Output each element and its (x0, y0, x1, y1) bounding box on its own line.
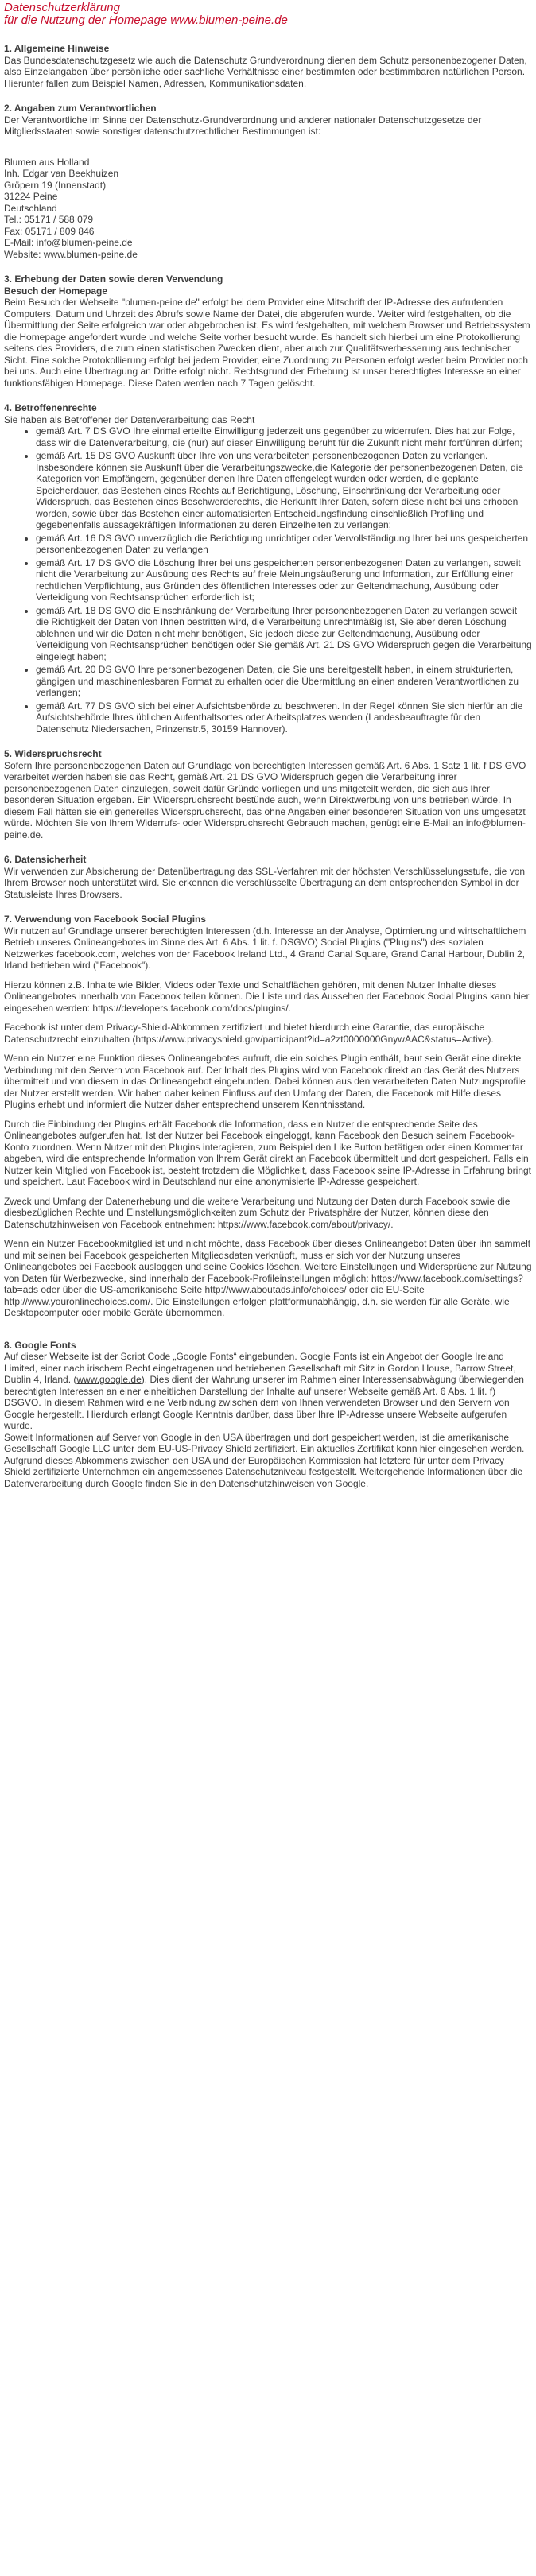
section-subheading: Besuch der Homepage (4, 285, 108, 297)
section-text: Das Bundesdatenschutzgesetz wie auch die Datenschutz Grundverordnung dienen dem Schutz personenbezogener Daten, also Einzelangaben über persönliche oder sachliche Verhältnisse einer bestimmten oder bestimmbaren natürlichen Person. Hierunter fallen zum Beispiel Namen, Adressen, Kommunikationsdaten. (4, 54, 527, 89)
section-text: Beim Besuch der Webseite "blumen-peine.de" erfolgt bei dem Provider eine Mitschrift der IP-Adresse des aufrufenden Computers, Datum und Uhrzeit des Abrufs sowie Name der Datei, die abgerufen wurde. Weiter wird festgehalten, ob die Übermittlung der Seite erfolgreich war oder abgebrochen ist. Es wird festgehalten, mit welchem Browser und Betriebssystem die Homepage angefordert wurde und welche Seite vorher besucht wurde. Es handelt sich hierbei um eine Protokollierung seitens des Providers, die zum einen statistischen Zwecken dient, aber auch zur Qualitätsverbesserung aus technischer Sicht. Eine solche Protokollierung erfolgt bei jedem Provider, eine Zuordnung zu Personen erfolgt weder beim Provider noch bei uns. Auch eine Übertragung an Dritte erfolgt nicht. Rechtsgrund der Erhebung ist unser berechtigtes Interesse an einer funktionsfähigen Homepage. Diese Daten werden nach 7 Tagen gelöscht. (4, 297, 530, 389)
paragraph: Wenn ein Nutzer Facebookmitglied ist und nicht möchte, dass Facebook über dieses Onlineangebot Daten über ihn sammelt und mit seinen bei Facebook gespeicherten Mitgliedsdaten verknüpft, muss er sich vor der Nutzung unseres Onlineangebotes bei Facebook ausloggen und seine Cookies löschen. Weitere Einstellungen und Widersprüche zur Nutzung von Daten für Werbezwecke, sind innerhalb der Facebook-Profileinstellungen möglich: https://www.facebook.com/settings?tab=ads oder über die US-amerikanische Seite http://www.aboutads.info/choices/ oder die EU-Seite http://www.youronlinechoices.com/. Die Einstellungen erfolgen plattformunabhängig, d.h. sie werden für alle Geräte, wie Desktopcomputer oder mobile Geräte übernommen. (4, 1238, 532, 1318)
address-line: 31224 Peine (4, 191, 58, 202)
text-run: Soweit Informationen auf Server von Google in den USA übertragen und dort gespeichert werden, ist die amerikanische Gesellschaft Google LLC unter dem EU-US-Privacy Shield zertifiziert. Ein aktuelles Zertifikat kann (4, 1431, 510, 1454)
address-line: Website: www.blumen-peine.de (4, 248, 138, 260)
address-line: Deutschland (4, 202, 57, 214)
section-heading: 4. Betroffenenrechte (4, 402, 97, 413)
address-line: Tel.: 05171 / 588 079 (4, 214, 94, 225)
list-item: • gemäß Art. 77 DS GVO sich bei einer Aufsichtsbehörde zu beschweren. In der Regel können Sie sich hierfür an die Aufsichtsbehörde Ihres üblichen Aufenthaltsortes oder Arbeitsplatzes wenden (Landesbeauftragte für den Datenschutz Niedersachen, Prinzenstr.5, 30159 Hannover). (36, 700, 532, 735)
section-intro: Sie haben als Betroffener der Datenverarbeitung das Recht (4, 413, 255, 425)
google-link[interactable]: www.google.de (76, 1374, 142, 1385)
text-run: eingesehen werden. Aufgrund dieses Abkommens zwischen den USA und der Europäischen Kommission hat letztere für unter dem Privacy Shield zertifizierte Unternehmen ein angemessenes Datenschutzniveau festgestellt. Weitergehende Informationen über die Datenverarbeitung durch Google finden Sie in den (4, 1443, 525, 1489)
address-line: Blumen aus Holland (4, 156, 90, 168)
section-general-notes (4, 43, 532, 89)
section-google-fonts (4, 1340, 532, 1490)
list-item: • gemäß Art. 16 DS GVO unverzüglich die Berichtigung unrichtiger oder Vervollständigung Ihrer bei uns gespeicherten personenbezogenen Daten zu verlangen (36, 533, 532, 556)
paragraph: Wir nutzen auf Grundlage unserer berechtigten Interessen (d.h. Interesse an der Analyse, Optimierung und wirtschaftlichem Betrieb unseres Onlineangebotes im Sinne des Art. 6 Abs. 1 lit. f. DSGVO) Social Plugins ("Plugins") des sozialen Netzwerkes facebook.com, welches von der Facebook Ireland Ltd., 4 Grand Canal Square, Grand Canal Harbour, Dublin 2, Irland betrieben wird ("Facebook"). (4, 925, 526, 971)
address-line: Gröpern 19 (Innenstadt) (4, 179, 107, 191)
text-run: Auf dieser Webseite ist der Script Code „Google Fonts“ eingebunden. Google Fonts ist ein Angebot der Google Ireland Limited, einer nach irischem Recht eingetragenen und betriebenen Gesellschaft mit Sitz in Gordon House, Barrow Street, Dublin 4, Irland. ( (4, 1351, 516, 1385)
section-data-collection (4, 274, 532, 389)
paragraph (4, 1351, 532, 1432)
certificate-link[interactable]: hier (419, 1443, 436, 1454)
paragraph (4, 1432, 532, 1490)
list-item: • gemäß Art. 7 DS GVO Ihre einmal erteilte Einwilligung jederzeit uns gegenüber zu widerrufen. Dies hat zur Folge, dass wir die Datenverarbeitung, die (nur) auf dieser Einwilligung beruht für die Zukunft nicht mehr fortführen dürfen; (36, 425, 532, 448)
list-item: • gemäß Art. 20 DS GVO Ihre personenbezogenen Daten, die Sie uns bereitgestellt haben, in einem strukturierten, gängigen und maschinenlesbaren Format zu erhalten oder die Übermittlung an einen anderen Verantwortlichen zu verlangen; (36, 664, 532, 699)
section-heading: 3. Erhebung der Daten sowie deren Verwendung (4, 274, 223, 285)
paragraph: Durch die Einbindung der Plugins erhält Facebook die Information, dass ein Nutzer die entsprechende Seite des Onlineangebotes aufgerufen hat. Ist der Nutzer bei Facebook eingeloggt, kann Facebook den Besuch seinem Facebook-Konto zuordnen. Wenn Nutzer mit den Plugins interagieren, zum Beispiel den Like Button betätigen oder einen Kommentar abgeben, wird die entsprechende Information von Ihrem Gerät direkt an Facebook übermittelt und dort gespeichert. Falls ein Nutzer kein Mitglied von Facebook ist, besteht trotzdem die Möglichkeit, dass Facebook seine IP-Adresse in Erfahrung bringt und speichert. Laut Facebook wird in Deutschland nur eine anonymisierte IP-Adresse gespeichert. (4, 1118, 531, 1187)
text-run: ). Dies dient der Wahrung unserer im Rahmen einer Interessensabwägung überwiegenden berechtigten Interessen an einer einheitlichen Darstellung der Inhalte auf unserer Webseite gemäß Art. 6 Abs. 1 lit. f) DSGVO. In diesem Rahmen wird eine Verbindung zwischen dem von Ihnen verwendeten Browser und den Servern von Google hergestellt. Hierdurch erlangt Google Kenntnis darüber, dass über Ihre IP-Adresse unsere Webseite aufgerufen wurde. (4, 1374, 524, 1431)
text-run: von Google. (317, 1477, 369, 1489)
rights-list (4, 425, 532, 735)
page-subtitle: für die Nutzung der Homepage www.blumen-peine.de (4, 14, 288, 27)
address-line: Fax: 05171 / 809 846 (4, 225, 95, 237)
address-block (4, 157, 532, 261)
section-heading: 5. Widerspruchsrecht (4, 748, 102, 759)
section-text: Sofern Ihre personenbezogenen Daten auf Grundlage von berechtigten Interessen gemäß Art. 6 Abs. 1 Satz 1 lit. f DS GVO verarbeitet werden haben sie das Recht, gemäß Art. 21 DS GVO Widerspruch gegen die Verarbeitung ihrer personenbezogenen Daten einzulegen, soweit dafür Gründe vorliegen und uns mitgeteilt werden, die sich aus Ihrer besonderen Situation ergeben. Ein Widerspruchsrecht bestünde auch, wenn Direktwerbung von uns betrieben würde. In diesem Fall hätten sie ein generelles Widerspruchsrecht, das ohne Angaben einer besonderen Situation von uns umgesetzt würde. Möchten Sie von Ihrem Widerrufs- oder Widerspruchsrecht Gebrauch machen, genügt eine E-Mail an info@blumen-peine.de. (4, 759, 526, 840)
section-right-to-object (4, 748, 532, 840)
section-heading: 6. Datensicherheit (4, 854, 87, 865)
section-heading: 1. Allgemeine Hinweise (4, 43, 110, 54)
page-title: Datenschutzerklärung (4, 1, 120, 14)
section-text: Wir verwenden zur Absicherung der Datenübertragung das SSL-Verfahren mit der höchsten Verschlüsselungsstufe, die von Ihrem Browser noch unterstützt wird. Sie erkennen die verschlüsselte Übertragung an dem entsprechenden Symbol in der Statusleiste Ihres Browsers. (4, 865, 526, 900)
section-heading: 2. Angaben zum Verantwortlichen (4, 103, 157, 114)
list-item: • gemäß Art. 17 DS GVO die Löschung Ihrer bei uns gespeicherten personenbezogenen Daten zu verlangen, soweit nicht die Verarbeitung zur Ausübung des Rechts auf freie Meinungsäußerung und Information, zur Erfüllung einer rechtlichen Verpflichtung, aus Gründen des öffentlichen Interesses oder zur Geltendmachung, Ausübung oder Verteidigung von Rechtsansprüchen erforderlich ist; (36, 557, 532, 603)
section-responsible-party (4, 103, 532, 260)
section-heading: 7. Verwendung von Facebook Social Plugins (4, 914, 207, 925)
section-facebook-plugins (4, 914, 532, 1319)
address-line: Inh. Edgar van Beekhuizen (4, 168, 119, 179)
paragraph: Hierzu können z.B. Inhalte wie Bilder, Videos oder Texte und Schaltflächen gehören, mit denen Nutzer Inhalte dieses Onlineangebotes innerhalb von Facebook teilen können. Die Liste und das Aussehen der Facebook Social Plugins kann hier eingesehen werden: https://developers.facebook.com/docs/plugins/. (4, 979, 530, 1014)
address-line: E-Mail: info@blumen-peine.de (4, 237, 133, 248)
paragraph: Wenn ein Nutzer eine Funktion dieses Onlineangebotes aufruft, die ein solches Plugin enthält, baut sein Gerät eine direkte Verbindung mit den Servern von Facebook auf. Der Inhalt des Plugins wird von Facebook direkt an das Gerät des Nutzers übermittelt und von diesem in das Onlineangebot eingebunden. Dabei können aus den verarbeiteten Daten Nutzungsprofile der Nutzer erstellt werden. Wir haben daher keinen Einfluss auf den Umfang der Daten, die Facebook mit Hilfe dieses Plugins erhebt und informiert die Nutzer daher entsprechend unserem Kenntnisstand. (4, 1053, 526, 1110)
list-item: • gemäß Art. 18 DS GVO die Einschränkung der Verarbeitung Ihrer personenbezogenen Daten zu verlangen soweit die Richtigkeit der Daten von Ihnen bestritten wird, die Verarbeitung unrechtmäßig ist, Sie aber deren Löschung ablehnen und wir die Daten nicht mehr benötigen, Sie jedoch diese zur Geltendmachung, Ausübung oder Verteidigung von Rechtsansprüchen benötigen oder Sie gemäß Art. 21 DS GVO Widerspruch gegen die Verarbeitung eingelegt haben; (36, 605, 532, 663)
section-data-security (4, 854, 532, 900)
section-data-subject-rights (4, 402, 532, 735)
list-item: • gemäß Art. 15 DS GVO Auskunft über Ihre von uns verarbeiteten personenbezogenen Daten zu verlangen. Insbesondere können sie Auskunft über die Verarbeitungszwecke,die Kategorie der personenbezogenen Daten, die Kategorien von Empfängern, gegenüber denen Ihre Daten offengelegt wurden oder werden, die geplante Speicherdauer, das Bestehen eines Rechts auf Berichtigung, Löschung, Einschränkung der Verarbeitung oder Widerspruch, das Bestehen eines Beschwerderechts, die Herkunft Ihrer Daten, sofern diese nicht bei uns erhoben worden, sowie über das Bestehen einer automatisierten Entscheidungsfindung einschließlich Profiling und gegebenenfalls aussagekräftigen Informationen zu deren Einzelheiten zu verlangen; (36, 450, 532, 531)
section-text: Der Verantwortliche im Sinne der Datenschutz-Grundverordnung und anderer nationaler Datenschutzgesetze der Mitgliedsstaaten sowie sonstiger datenschutzrechtlicher Bestimmungen ist: (4, 114, 482, 137)
section-heading: 8. Google Fonts (4, 1339, 76, 1351)
google-privacy-link[interactable]: Datenschutzhinweisen (219, 1477, 317, 1489)
paragraph: Zweck und Umfang der Datenerhebung und die weitere Verarbeitung und Nutzung der Daten durch Facebook sowie die diesbezüglichen Rechte und Einstellungsmöglichkeiten zum Schutz der Privatsphäre der Nutzer, können diese den Datenschutzhinweisen von Facebook entnehmen: https://www.facebook.com/about/privacy/. (4, 1195, 511, 1230)
paragraph: Facebook ist unter dem Privacy-Shield-Abkommen zertifiziert und bietet hierdurch eine Garantie, das europäische Datenschutzrecht einzuhalten (https://www.privacyshield.gov/participant?id=a2zt0000000GnywAAC&status=Active). (4, 1022, 494, 1045)
